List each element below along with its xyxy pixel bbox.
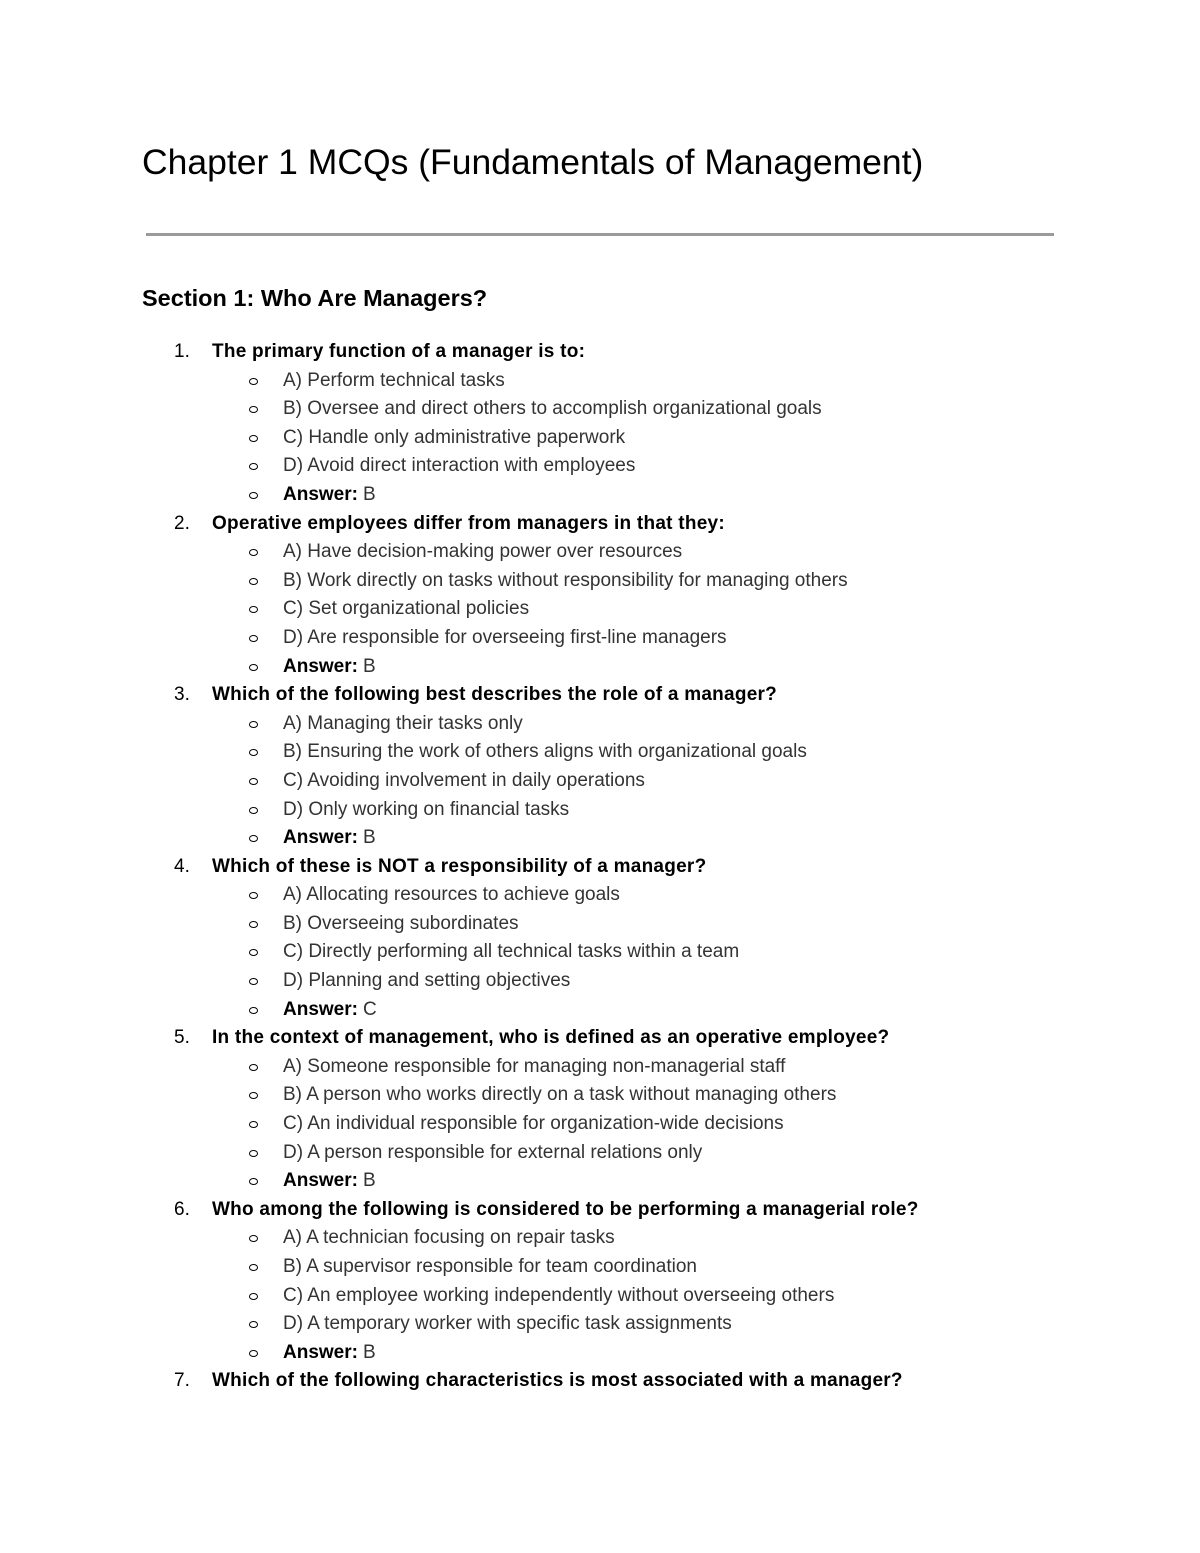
question-item: [0, 681, 1200, 853]
option-item: [0, 1282, 1200, 1311]
question-text: Which of these is NOT a responsibility of a manager?: [212, 855, 707, 877]
option-text: C) Directly performing all technical tasks within a team: [283, 941, 740, 963]
answer-label-text: Answer:: [283, 655, 358, 677]
option-text: B) A supervisor responsible for team coordination: [283, 1256, 697, 1277]
question-text: Which of the following characteristics is most associated with a manager?: [212, 1370, 903, 1392]
option-item: [0, 367, 1200, 396]
question-number: 3.: [174, 684, 190, 706]
question-number: 7.: [174, 1370, 190, 1392]
question-line: [0, 853, 1200, 882]
answer-label-text: Answer:: [283, 1341, 358, 1363]
hollow-circle-bullet-icon: [249, 778, 258, 785]
question-line: [0, 681, 1200, 710]
hollow-circle-bullet-icon: [249, 492, 258, 499]
hollow-circle-bullet-icon: [249, 664, 258, 671]
hollow-circle-bullet-icon: [249, 1350, 258, 1357]
option-text: B) Overseeing subordinates: [283, 912, 519, 934]
option-text: D) Avoid direct interaction with employees: [283, 455, 636, 477]
option-text: A) Perform technical tasks: [283, 369, 505, 391]
option-text: C) Set organizational policies: [283, 598, 530, 620]
question-item: [0, 338, 1200, 510]
hollow-circle-bullet-icon: [249, 949, 258, 956]
option-item: [0, 595, 1200, 624]
option-item: [0, 1253, 1200, 1282]
option-item: [0, 1053, 1200, 1082]
hollow-circle-bullet-icon: [249, 1178, 258, 1185]
option-list: [0, 538, 1200, 681]
hollow-circle-bullet-icon: [249, 606, 258, 613]
option-text: C) Handle only administrative paperwork: [283, 426, 626, 448]
option-item: [0, 567, 1200, 596]
option-item: [0, 1110, 1200, 1139]
answer-label: [283, 653, 376, 682]
option-list: [0, 710, 1200, 853]
question-item: [0, 853, 1200, 1025]
option-item: [0, 424, 1200, 453]
question-text: Which of the following best describes the role of a manager?: [212, 684, 778, 706]
option-item: [0, 738, 1200, 767]
option-item: [0, 910, 1200, 939]
hollow-circle-bullet-icon: [249, 549, 258, 556]
option-text: D) Only working on financial tasks: [283, 798, 570, 820]
option-text: D) Are responsible for overseeing first-line managers: [283, 626, 727, 648]
hollow-circle-bullet-icon: [249, 578, 258, 585]
answer-label: [283, 996, 377, 1025]
answer-label-text: Answer:: [283, 483, 358, 505]
option-item: [0, 395, 1200, 424]
option-text: A) Have decision-making power over resources: [283, 541, 683, 563]
option-list: [0, 881, 1200, 1024]
hollow-circle-bullet-icon: [249, 378, 258, 385]
option-text: D) A temporary worker with specific task assignments: [283, 1313, 732, 1335]
question-number: 6.: [174, 1198, 190, 1220]
option-text: C) Avoiding involvement in daily operations: [283, 769, 645, 791]
option-text: D) Planning and setting objectives: [283, 970, 571, 992]
answer-label: [283, 1339, 376, 1368]
hollow-circle-bullet-icon: [249, 892, 258, 899]
option-item: [0, 967, 1200, 996]
answer-item: [0, 1167, 1200, 1196]
question-line: [0, 1024, 1200, 1053]
question-list: [0, 338, 1200, 1396]
question-text: Who among the following is considered to be performing a managerial role?: [212, 1198, 919, 1220]
question-line: [0, 1367, 1200, 1396]
option-text: B) Oversee and direct others to accomplish organizational goals: [283, 398, 822, 420]
question-line: [0, 338, 1200, 367]
answer-label-text: Answer:: [283, 998, 358, 1020]
answer-value: B: [362, 1341, 376, 1363]
question-item: [0, 1367, 1200, 1396]
question-number: 4.: [174, 855, 190, 877]
hollow-circle-bullet-icon: [249, 1264, 258, 1271]
answer-value: B: [362, 655, 376, 677]
answer-item: [0, 481, 1200, 510]
hollow-circle-bullet-icon: [249, 978, 258, 985]
option-item: [0, 1139, 1200, 1168]
option-item: [0, 452, 1200, 481]
answer-value: C: [362, 998, 377, 1020]
answer-value: B: [362, 827, 376, 849]
question-number: 5.: [174, 1027, 190, 1049]
hollow-circle-bullet-icon: [249, 635, 258, 642]
answer-label: [283, 824, 376, 853]
hollow-circle-bullet-icon: [249, 1092, 258, 1099]
option-item: [0, 1224, 1200, 1253]
option-text: A) Allocating resources to achieve goals: [283, 884, 620, 906]
option-text: C) An employee working independently without overseeing others: [283, 1284, 835, 1306]
answer-label: [283, 481, 376, 510]
option-text: B) A person who works directly on a task without managing others: [283, 1084, 837, 1106]
hollow-circle-bullet-icon: [249, 921, 258, 928]
hollow-circle-bullet-icon: [249, 406, 258, 413]
document-title: Chapter 1 MCQs (Fundamentals of Management): [142, 142, 924, 182]
question-item: [0, 1024, 1200, 1196]
hollow-circle-bullet-icon: [249, 463, 258, 470]
option-text: A) Managing their tasks only: [283, 712, 523, 734]
option-list: [0, 367, 1200, 510]
question-text: In the context of management, who is defined as an operative employee?: [212, 1027, 890, 1049]
option-item: [0, 881, 1200, 910]
option-item: [0, 938, 1200, 967]
option-text: D) A person responsible for external relations only: [283, 1141, 703, 1163]
hollow-circle-bullet-icon: [249, 1150, 258, 1157]
hollow-circle-bullet-icon: [249, 1235, 258, 1242]
question-number: 2.: [174, 512, 190, 534]
answer-label: [283, 1167, 376, 1196]
hollow-circle-bullet-icon: [249, 1121, 258, 1128]
hollow-circle-bullet-icon: [249, 1293, 258, 1300]
option-list: [0, 1224, 1200, 1367]
question-number: 1.: [174, 341, 190, 362]
question-text: Operative employees differ from managers in that they:: [212, 512, 725, 534]
answer-item: [0, 653, 1200, 682]
section-heading: Section 1: Who Are Managers?: [142, 285, 488, 311]
option-item: [0, 624, 1200, 653]
question-line: [0, 510, 1200, 539]
hollow-circle-bullet-icon: [249, 435, 258, 442]
option-text: A) Someone responsible for managing non-managerial staff: [283, 1055, 786, 1077]
question-text: The primary function of a manager is to:: [212, 341, 586, 362]
hollow-circle-bullet-icon: [249, 749, 258, 756]
option-item: [0, 767, 1200, 796]
option-item: [0, 1310, 1200, 1339]
answer-value: B: [362, 1170, 376, 1192]
answer-label-text: Answer:: [283, 1170, 358, 1192]
question-item: [0, 510, 1200, 682]
option-item: [0, 538, 1200, 567]
answer-item: [0, 1339, 1200, 1368]
answer-item: [0, 996, 1200, 1025]
hollow-circle-bullet-icon: [249, 807, 258, 814]
option-text: C) An individual responsible for organization-wide decisions: [283, 1113, 784, 1135]
answer-item: [0, 824, 1200, 853]
hollow-circle-bullet-icon: [249, 721, 258, 728]
hollow-circle-bullet-icon: [249, 1064, 258, 1071]
horizontal-divider: [146, 233, 1054, 236]
answer-label-text: Answer:: [283, 827, 358, 849]
hollow-circle-bullet-icon: [249, 835, 258, 842]
option-list: [0, 1053, 1200, 1196]
answer-value: B: [362, 483, 376, 505]
hollow-circle-bullet-icon: [249, 1007, 258, 1014]
option-text: B) Ensuring the work of others aligns with organizational goals: [283, 741, 807, 763]
option-text: A) A technician focusing on repair tasks: [283, 1227, 615, 1249]
option-item: [0, 1081, 1200, 1110]
question-line: [0, 1196, 1200, 1225]
option-item: [0, 710, 1200, 739]
option-item: [0, 796, 1200, 825]
question-item: [0, 1196, 1200, 1368]
option-text: B) Work directly on tasks without responsibility for managing others: [283, 569, 848, 591]
hollow-circle-bullet-icon: [249, 1321, 258, 1328]
